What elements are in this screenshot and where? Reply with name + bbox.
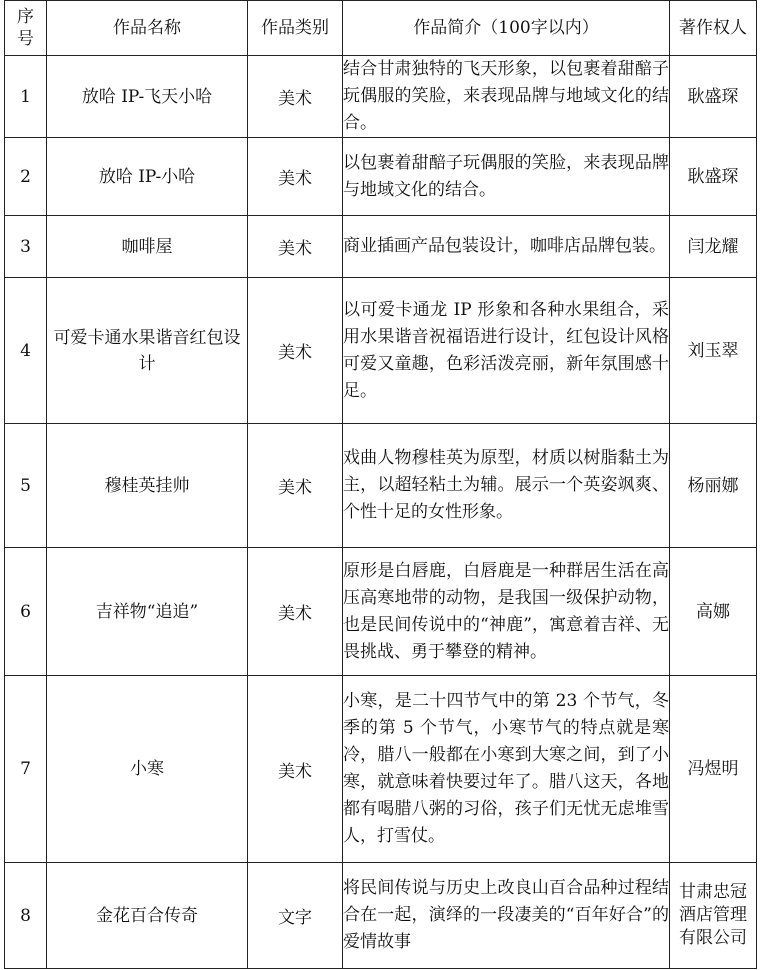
row-intro: 结合甘肃独特的飞天形象，以包裹着甜醅子玩偶服的笑脸，来表现品牌与地域文化的结合。 xyxy=(343,56,670,138)
row-type: 美术 xyxy=(248,216,343,278)
row-num: 2 xyxy=(5,138,47,216)
table-row xyxy=(5,278,757,424)
row-intro: 以包裹着甜醅子玩偶服的笑脸，来表现品牌与地域文化的结合。 xyxy=(343,138,670,216)
row-num: 5 xyxy=(5,424,47,548)
row-intro: 商业插画产品包装设计，咖啡店品牌包装。 xyxy=(343,216,670,278)
table-row xyxy=(5,216,757,278)
row-type: 美术 xyxy=(248,138,343,216)
row-intro: 原形是白唇鹿，白唇鹿是一种群居生活在高压高寒地带的动物，是我国一级保护动物，也是民间传说中的“神鹿”，寓意着吉祥、无畏挑战、勇于攀登的精神。 xyxy=(343,548,670,676)
row-num: 8 xyxy=(5,863,47,969)
row-owner: 杨丽娜 xyxy=(670,424,757,548)
row-name: 穆桂英挂帅 xyxy=(47,424,248,548)
table-row xyxy=(5,138,757,216)
row-type: 美术 xyxy=(248,278,343,424)
header-intro: 作品简介（100字以内） xyxy=(343,1,670,56)
header-name: 作品名称 xyxy=(47,1,248,56)
row-name: 小寒 xyxy=(47,676,248,863)
row-type: 美术 xyxy=(248,424,343,548)
table-header-row xyxy=(5,1,757,56)
row-type: 文字 xyxy=(248,863,343,969)
row-owner: 冯煜明 xyxy=(670,676,757,863)
row-intro: 戏曲人物穆桂英为原型，材质以树脂黏土为主，以超轻粘土为辅。展示一个英姿飒爽、个性十足的女性形象。 xyxy=(343,424,670,548)
row-name: 金花百合传奇 xyxy=(47,863,248,969)
table-row xyxy=(5,548,757,676)
header-num: 序号 xyxy=(5,1,47,56)
header-type: 作品类别 xyxy=(248,1,343,56)
row-num: 6 xyxy=(5,548,47,676)
table-row xyxy=(5,56,757,138)
row-owner: 耿盛琛 xyxy=(670,138,757,216)
row-owner: 闫龙耀 xyxy=(670,216,757,278)
table-row xyxy=(5,676,757,863)
table-row xyxy=(5,424,757,548)
row-name: 吉祥物“追追” xyxy=(47,548,248,676)
row-owner: 高娜 xyxy=(670,548,757,676)
row-num: 1 xyxy=(5,56,47,138)
header-owner: 著作权人 xyxy=(670,1,757,56)
row-owner: 耿盛琛 xyxy=(670,56,757,138)
row-owner: 刘玉翠 xyxy=(670,278,757,424)
row-type: 美术 xyxy=(248,56,343,138)
row-num: 3 xyxy=(5,216,47,278)
row-intro: 以可爱卡通龙 IP 形象和各种水果组合，采用水果谐音祝福语进行设计，红包设计风格可爱又童趣，色彩活泼亮丽，新年氛围感十足。 xyxy=(343,278,670,424)
table-row xyxy=(5,863,757,969)
row-intro: 小寒，是二十四节气中的第 23 个节气，冬季的第 5 个节气，小寒节气的特点就是寒冷，腊八一般都在小寒到大寒之间，到了小寒，就意味着快要过年了。腊八这天，各地都有喝腊八粥的习俗，孩子们无忧无虑堆雪人，打雪仗。 xyxy=(343,676,670,863)
row-intro: 将民间传说与历史上改良山百合品种过程结合在一起，演绎的一段凄美的“百年好合”的爱情故事 xyxy=(343,863,670,969)
row-owner: 甘肃忠冠酒店管理有限公司 xyxy=(670,863,757,969)
row-type: 美术 xyxy=(248,548,343,676)
row-name: 放哈 IP-飞天小哈 xyxy=(47,56,248,138)
row-type: 美术 xyxy=(248,676,343,863)
row-num: 7 xyxy=(5,676,47,863)
row-name: 放哈 IP-小哈 xyxy=(47,138,248,216)
works-table xyxy=(4,0,757,969)
row-name: 可爱卡通水果谐音红包设计 xyxy=(47,278,248,424)
document-page xyxy=(4,0,757,969)
row-num: 4 xyxy=(5,278,47,424)
row-name: 咖啡屋 xyxy=(47,216,248,278)
